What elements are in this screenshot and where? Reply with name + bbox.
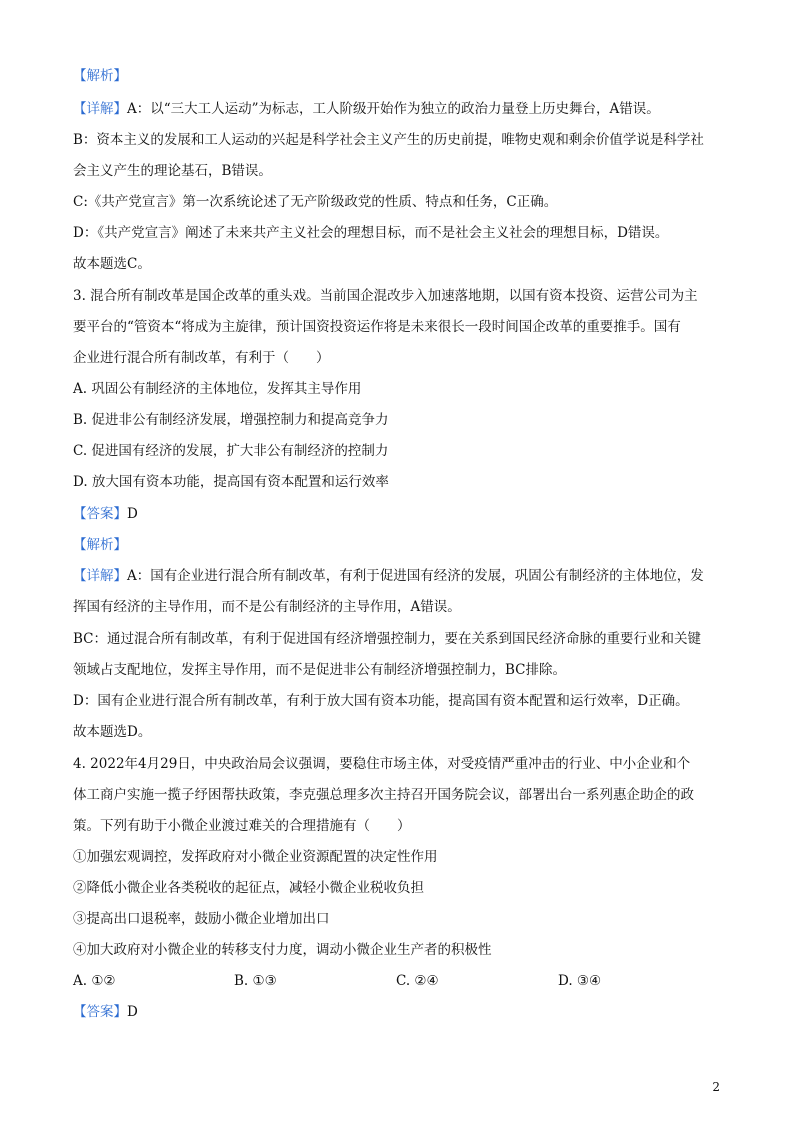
conclusion-line: 故本题选D。 [73, 724, 152, 740]
statement-item: ①加强宏观调控，发挥政府对小微企业资源配置的决定性作用 [73, 849, 438, 865]
option-d: D. ③④ [558, 973, 602, 989]
option-c: C. 促进国有经济的发展，扩大非公有制经济的控制力 [73, 443, 389, 459]
statement-item: ②降低小微企业各类税收的起征点，减轻小微企业税收负担 [73, 880, 424, 896]
option-b: B. ①③ [234, 973, 277, 989]
statement-item: ④加大政府对小微企业的转移支付力度，调动小微企业生产者的积极性 [73, 942, 492, 958]
detail-paragraph: 【详解】A：以“三大工人运动”为标志，工人阶级开始作为独立的政治力量登上历史舞台，A错误。 [73, 101, 660, 117]
question-4-stem: 策。下列有助于小微企业渡过难关的合理措施有（ ） [73, 818, 411, 834]
option-d: D. 放大国有资本功能，提高国有资本配置和运行效率 [73, 474, 389, 490]
answer-line: 【答案】D [73, 1004, 138, 1020]
option-c: C. ②④ [396, 973, 439, 989]
text-line: 会主义产生的理论基石，B错误。 [73, 163, 272, 179]
text-line: BC：通过混合所有制改革，有利于促进国有经济增强控制力，要在关系到国民经济命脉的重要行业和关键 [73, 631, 701, 647]
conclusion-line: 故本题选C。 [73, 256, 151, 272]
option-a: A. 巩固公有制经济的主体地位，发挥其主导作用 [73, 381, 362, 397]
question-3-stem: 3. 混合所有制改革是国企改革的重头戏。当前国企混改步入加速落地期，以国有资本投资、运营公司为主 [73, 288, 698, 304]
question-3-stem: 企业进行混合所有制改革，有利于（ ） [73, 350, 330, 366]
option-a: A. ①② [73, 973, 116, 989]
detail-paragraph: 【详解】A：国有企业进行混合所有制改革，有利于促进国有经济的发展，巩固公有制经济的主体地位，发 [73, 568, 704, 584]
text-line: C:《共产党宣言》第一次系统论述了无产阶级政党的性质、特点和任务，C正确。 [73, 194, 558, 210]
statement-item: ③提高出口退税率，鼓励小微企业增加出口 [73, 911, 330, 927]
options-row [73, 971, 733, 991]
text-line: D：《共产党宣言》阐述了未来共产主义社会的理想目标，而不是社会主义社会的理想目标，D错误。 [73, 225, 669, 241]
question-4-stem: 体工商户实施一揽子纾困帮扶政策，李克强总理多次主持召开国务院会议，部署出台一系列惠企助企的政 [73, 787, 694, 803]
answer-line: 【答案】D [73, 506, 138, 522]
question-4-stem: 4. 2022年4月29日，中央政治局会议强调，要稳住市场主体，对受疫情严重冲击的行业、中小企业和个 [73, 756, 691, 772]
analysis-heading: 【解析】 [73, 537, 127, 553]
question-3-stem: 要平台的“管资本“将成为主旋律，预计国资投资运作将是未来很长一段时间国企改革的重要推手。国有 [73, 319, 681, 335]
page-number: 2 [712, 1080, 720, 1094]
text-line: D：国有企业进行混合所有制改革，有利于放大国有资本功能，提高国有资本配置和运行效率，D正确。 [73, 693, 689, 709]
analysis-heading: 【解析】 [73, 68, 127, 84]
text-line: B：资本主义的发展和工人运动的兴起是科学社会主义产生的历史前提，唯物史观和剩余价值学说是科学社 [73, 132, 704, 148]
option-b: B. 促进非公有制经济发展，增强控制力和提高竞争力 [73, 412, 389, 428]
text-line: 挥国有经济的主导作用，而不是公有制经济的主导作用，A错误。 [73, 599, 461, 615]
text-line: 领域占支配地位，发挥主导作用，而不是促进非公有制经济增强控制力，BC排除。 [73, 662, 566, 678]
